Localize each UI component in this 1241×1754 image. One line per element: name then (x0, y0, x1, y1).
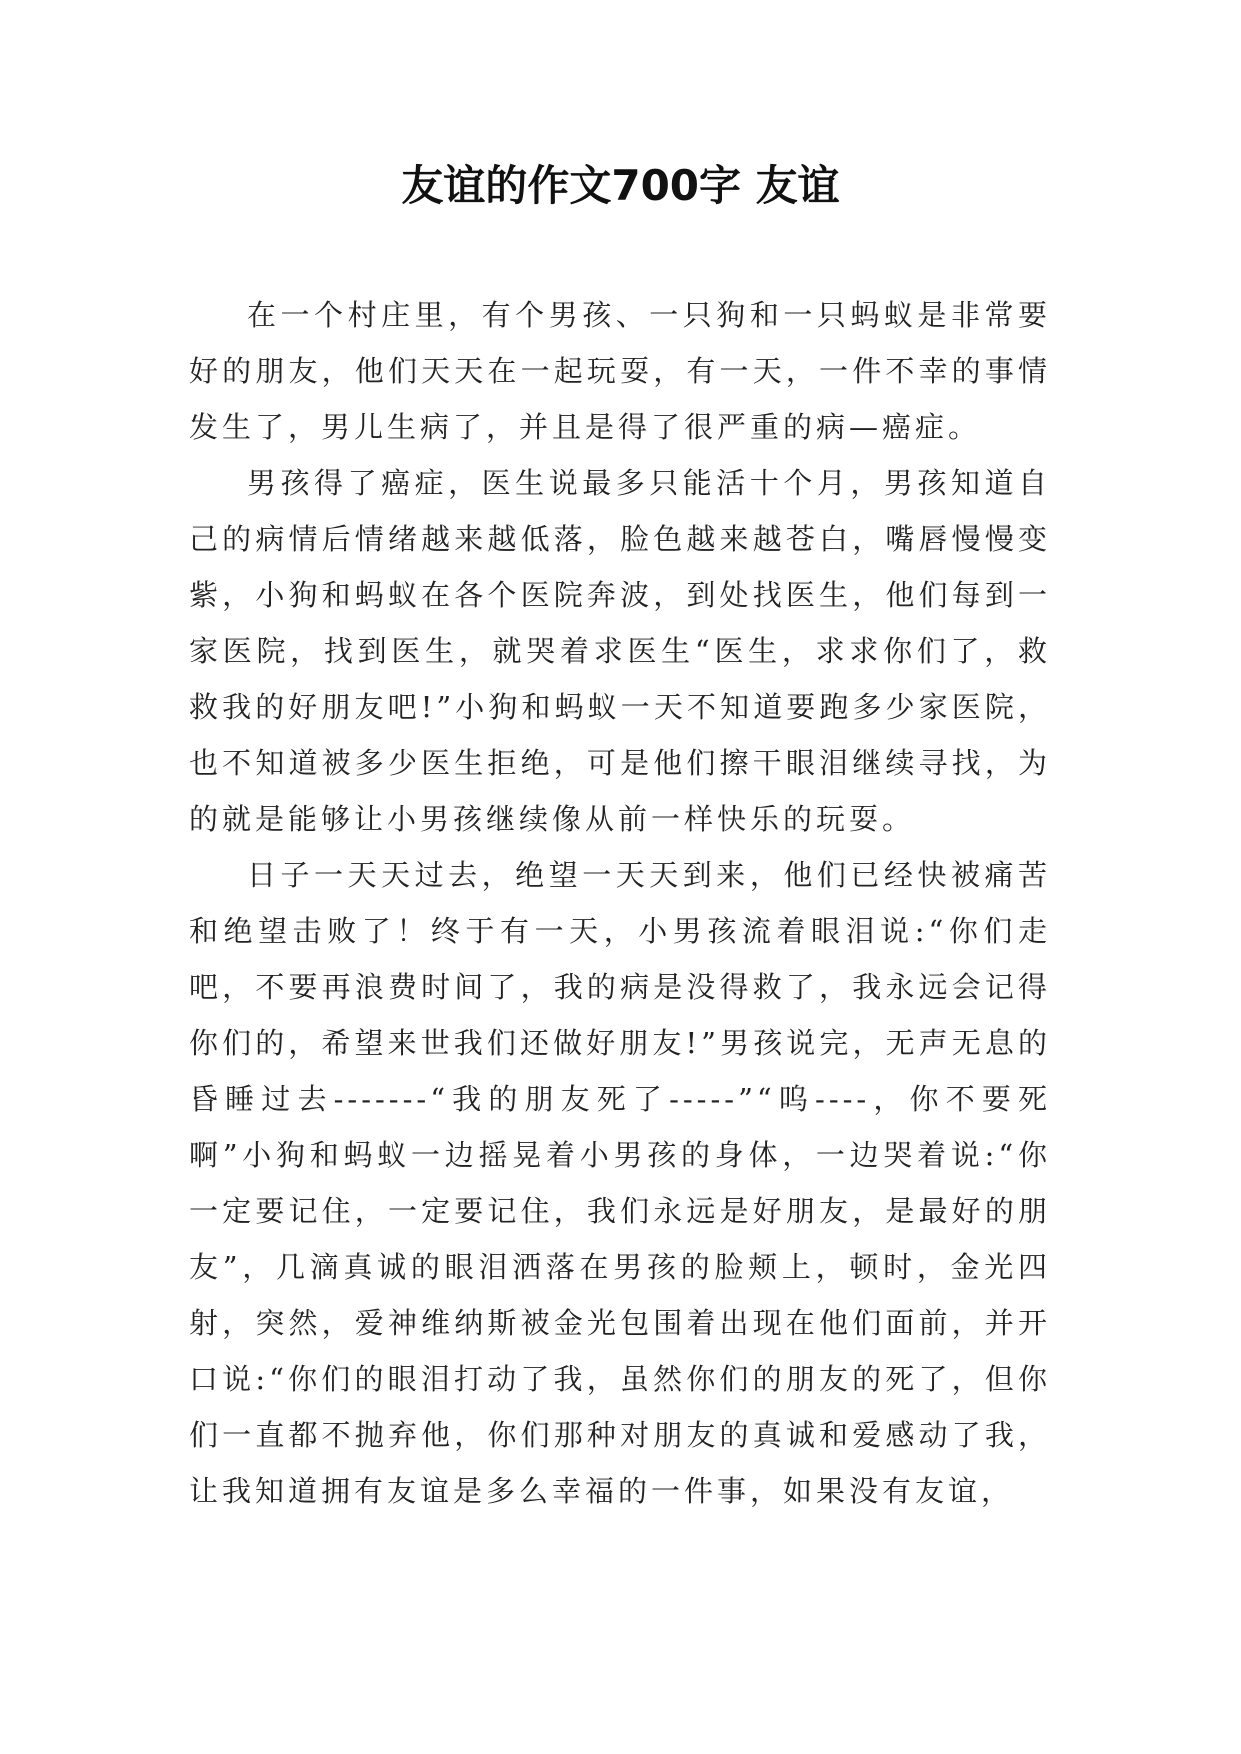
document-body (189, 287, 1051, 1519)
paragraph-2: 男孩得了癌症，医生说最多只能活十个月，男孩知道自己的病情后情绪越来越低落，脸色越来越苍白，嘴唇慢慢变紫，小狗和蚂蚁在各个医院奔波，到处找医生，他们每到一家医院，找到医生，就哭着求医生“医生，求求你们了，救救我的好朋友吧!”小狗和蚂蚁一天不知道要跑多少家医院，也不知道被多少医生拒绝，可是他们擦干眼泪继续寻找，为的就是能够让小男孩继续像从前一样快乐的玩耍。 (189, 466, 1051, 836)
paragraph-3: 日子一天天过去，绝望一天天到来，他们已经快被痛苦和绝望击败了！终于有一天，小男孩流着眼泪说:“你们走吧，不要再浪费时间了，我的病是没得救了，我永远会记得你们的，希望来世我们还做好朋友!”男孩说完，无声无息的昏睡过去-------“我的朋友死了-----”“呜----，你不要死啊”小狗和蚂蚁一边摇晃着小男孩的身体，一边哭着说:“你一定要记住，一定要记住，我们永远是好朋友，是最好的朋友”，几滴真诚的眼泪洒落在男孩的脸颊上，顿时，金光四射，突然，爱神维纳斯被金光包围着出现在他们面前，并开口说:“你们的眼泪打动了我，虽然你们的朋友的死了，但你们一直都不抛弃他，你们那种对朋友的真诚和爱感动了我，让我知道拥有友谊是多么幸福的一件事，如果没有友谊， (189, 858, 1051, 1508)
paragraph-1: 在一个村庄里，有个男孩、一只狗和一只蚂蚁是非常要好的朋友，他们天天在一起玩耍，有一天，一件不幸的事情发生了，男儿生病了，并且是得了很严重的病—癌症。 (189, 298, 1051, 444)
document-title: 友谊的作文700字 友谊 (401, 161, 840, 210)
